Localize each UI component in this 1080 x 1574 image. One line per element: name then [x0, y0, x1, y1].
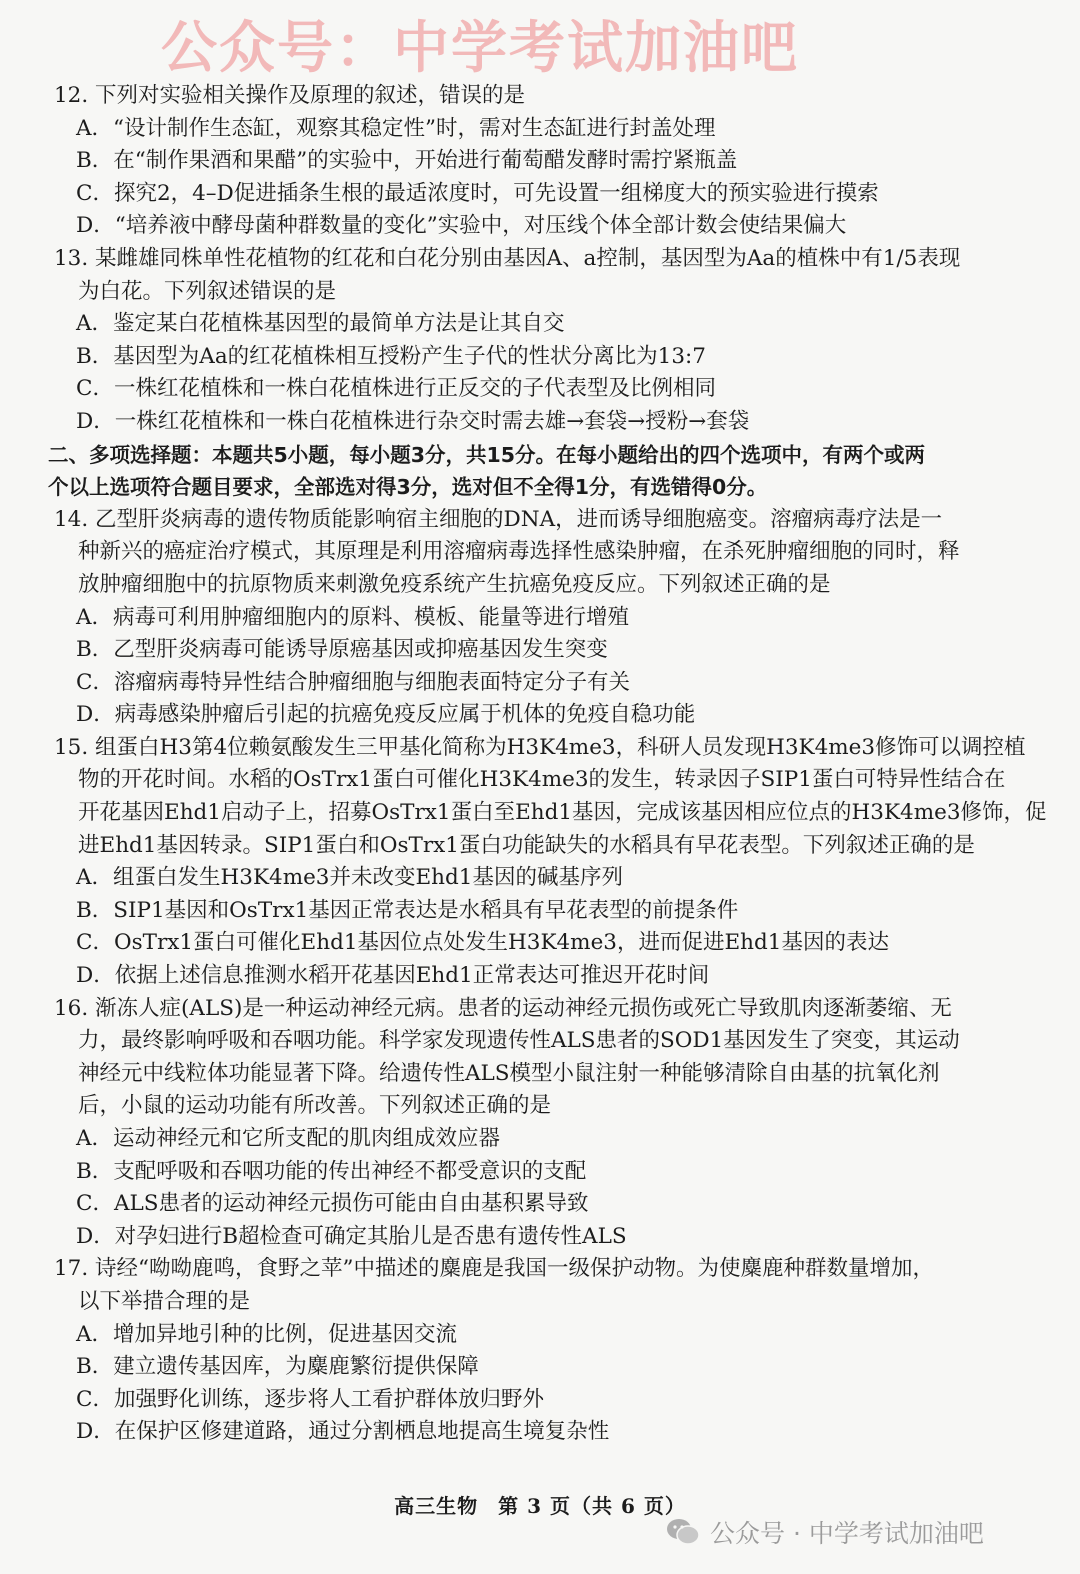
question-stem-line: 17. 诗经“呦呦鹿鸣，食野之苹”中描述的麋鹿是我国一级保护动物。为使麋鹿种群数量增加， [54, 1256, 935, 1282]
questions-single-choice [48, 80, 988, 439]
question-block [48, 80, 988, 243]
answer-option: D．在保护区修建道路，通过分割栖息地提高生境复杂性 [76, 1419, 610, 1445]
answer-option: C．探究2，4–D促进插条生根的最适浓度时，可先设置一组梯度大的预实验进行摸索 [76, 180, 879, 206]
question-stem-line: 种新兴的癌症治疗模式，其原理是利用溶瘤病毒选择性感染肿瘤，在杀死肿瘤细胞的同时，释 [78, 539, 960, 565]
watermark-top: 公众号：中学考试加油吧 [161, 16, 799, 81]
question-stem-line: 16. 渐冻人症(ALS)是一种运动神经元病。患者的运动神经元损伤或死亡导致肌肉逐渐萎缩、无 [54, 995, 952, 1021]
wechat-logo-icon [666, 1517, 700, 1547]
question-stem-line: 开花基因Ehd1启动子上，招募OsTrx1蛋白至Ehd1基因，完成该基因相应位点的H3K4me3修饰，促 [78, 800, 1047, 826]
question-stem-line: 14. 乙型肝炎病毒的遗传物质能影响宿主细胞的DNA，进而诱导细胞癌变。溶瘤病毒疗法是一 [54, 506, 943, 532]
answer-option: B．SIP1基因和OsTrx1基因正常表达是水稻具有早花表型的前提条件 [76, 897, 739, 923]
answer-option: B．基因型为Aa的红花植株相互授粉产生子代的性状分离比为13:7 [76, 343, 706, 369]
question-stem-line: 15. 组蛋白H3第4位赖氨酸发生三甲基化简称为H3K4me3，科研人员发现H3K4me3修饰可以调控植 [54, 734, 1026, 760]
question-stem-line: 放肿瘤细胞中的抗原物质来刺激免疫系统产生抗癌免疫反应。下列叙述正确的是 [78, 571, 831, 597]
question-block [48, 504, 988, 732]
answer-option: A．运动神经元和它所支配的肌肉组成效应器 [76, 1126, 501, 1151]
answer-option: A．“设计制作生态缸，观察其稳定性”时，需对生态缸进行封盖处理 [76, 115, 716, 141]
watermark-bottom [666, 1512, 984, 1552]
watermark-bottom-text: 公众号 · 中学考试加油吧 [710, 1519, 984, 1548]
question-stem-line: 力，最终影响呼吸和吞咽功能。科学家发现遗传性ALS患者的SOD1基因发生了突变，其运动 [78, 1028, 960, 1054]
section-heading [48, 439, 988, 504]
answer-option: C．一株红花植株和一株白花植株进行正反交的子代表型及比例相同 [76, 376, 716, 402]
question-stem-line: 神经元中线粒体功能显著下降。给遗传性ALS模型小鼠注射一种能够清除自由基的抗氧化剂 [78, 1060, 940, 1086]
question-stem-line: 13. 某雌雄同株单性花植物的红花和白花分别由基因A、a控制，基因型为Aa的植株中有1/5表现 [54, 245, 961, 271]
answer-option: D．“培养液中酵母菌种群数量的变化”实验中，对压线个体全部计数会使结果偏大 [76, 213, 847, 239]
questions-multiple-choice [48, 504, 1047, 1449]
answer-option: B．支配呼吸和吞咽功能的传出神经不都受意识的支配 [76, 1158, 587, 1184]
question-stem-line: 以下举措合理的是 [78, 1288, 251, 1314]
answer-option: B．在“制作果酒和果醋”的实验中，开始进行葡萄醋发酵时需拧紧瓶盖 [76, 148, 738, 174]
exam-content [48, 80, 1047, 1449]
answer-option: A．病毒可利用肿瘤细胞内的原料、模板、能量等进行增殖 [76, 604, 630, 630]
question-stem-line: 物的开花时间。水稻的OsTrx1蛋白可催化H3K4me3的发生，转录因子SIP1蛋白可特异性结合在 [78, 767, 1006, 793]
answer-option: C．ALS患者的运动神经元损伤可能由自由基积累导致 [76, 1191, 589, 1217]
question-block [48, 732, 1047, 993]
answer-option: D．一株红花植株和一株白花植株进行杂交时需去雄→套袋→授粉→套袋 [76, 408, 750, 434]
question-stem-line: 12. 下列对实验相关操作及原理的叙述，错误的是 [54, 83, 526, 108]
answer-option: D．对孕妇进行B超检查可确定其胎儿是否患有遗传性ALS [76, 1223, 627, 1249]
section-heading-line: 二、多项选择题：本题共5小题，每小题3分，共15分。在每小题给出的四个选项中，有两个或两 [48, 442, 926, 467]
question-block [48, 243, 988, 439]
question-stem-line: 后，小鼠的运动功能有所改善。下列叙述正确的是 [78, 1093, 552, 1119]
question-stem-line: 为白花。下列叙述错误的是 [78, 278, 337, 304]
question-block [48, 1253, 988, 1449]
answer-option: C．加强野化训练，逐步将人工看护群体放归野外 [76, 1386, 544, 1412]
answer-option: A．鉴定某白花植株基因型的最简单方法是让其自交 [76, 311, 565, 337]
question-stem-line: 进Ehd1基因转录。SIP1蛋白和OsTrx1蛋白功能缺失的水稻具有早花表型。下列叙述正确的是 [78, 832, 975, 858]
footer-subject: 高三生物 [394, 1494, 479, 1518]
answer-option: D．病毒感染肿瘤后引起的抗癌免疫反应属于机体的免疫自稳功能 [76, 702, 696, 728]
answer-option: A．增加异地引种的比例，促进基因交流 [76, 1321, 458, 1347]
footer-page-number: 第 3 页（共 6 页） [498, 1494, 686, 1518]
answer-option: C．OsTrx1蛋白可催化Ehd1基因位点处发生H3K4me3，进而促进Ehd1基因的表达 [76, 930, 889, 956]
answer-option: A．组蛋白发生H3K4me3并未改变Ehd1基因的碱基序列 [76, 865, 623, 891]
section-heading-line: 个以上选项符合题目要求，全部选对得3分，选对但不全得1分，有选错得0分。 [48, 475, 768, 500]
answer-option: D．依据上述信息推测水稻开花基因Ehd1正常表达可推迟开花时间 [76, 963, 710, 989]
answer-option: B．建立遗传基因库，为麋鹿繁衍提供保障 [76, 1354, 479, 1380]
question-block [48, 993, 988, 1254]
answer-option: B．乙型肝炎病毒可能诱导原癌基因或抑癌基因发生突变 [76, 637, 608, 663]
answer-option: C．溶瘤病毒特异性结合肿瘤细胞与细胞表面特定分子有关 [76, 669, 630, 695]
